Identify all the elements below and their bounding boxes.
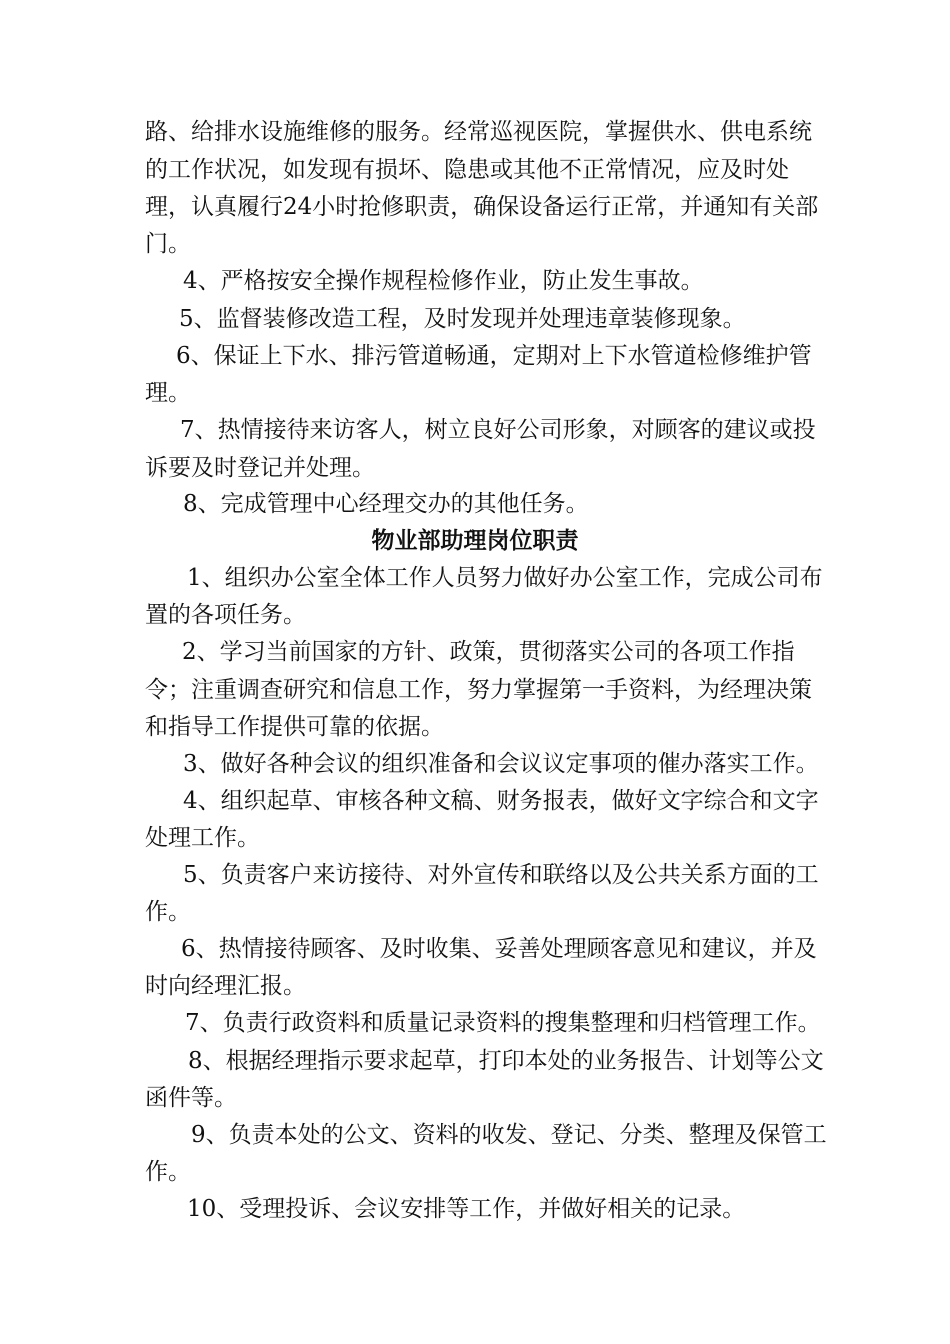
text-line: 诉要及时登记并处理。 (145, 455, 375, 481)
text-line: 8、完成管理中心经理交办的其他任务。 (183, 491, 589, 517)
text-line: 7、负责行政资料和质量记录资料的搜集整理和归档管理工作。 (185, 1010, 821, 1036)
text-line: 4、严格按安全操作规程检修作业，防止发生事故。 (183, 268, 704, 294)
text-line: 8、根据经理指示要求起草，打印本处的业务报告、计划等公文 (188, 1048, 824, 1074)
text-line: 作。 (145, 899, 191, 925)
text-line: 时向经理汇报。 (145, 973, 306, 999)
text-line: 路、给排水设施维修的服务。经常巡视医院，掌握供水、供电系统 (145, 119, 812, 145)
text-line: 和指导工作提供可靠的依据。 (145, 714, 444, 740)
text-line: 2、学习当前国家的方针、政策，贯彻落实公司的各项工作指 (182, 639, 795, 665)
text-line: 理。 (145, 380, 191, 406)
text-line: 5、负责客户来访接待、对外宣传和联络以及公共关系方面的工 (183, 862, 819, 888)
text-line: 作。 (145, 1159, 191, 1185)
text-line: 理，认真履行24小时抢修职责，确保设备运行正常，并通知有关部 (145, 194, 819, 220)
text-line: 3、做好各种会议的组织准备和会议议定事项的催办落实工作。 (183, 751, 819, 777)
text-line: 门。 (145, 231, 191, 257)
text-line: 处理工作。 (145, 825, 260, 851)
text-line: 7、热情接待来访客人，树立良好公司形象，对顾客的建议或投 (180, 417, 816, 443)
text-line: 5、监督装修改造工程，及时发现并处理违章装修现象。 (179, 306, 746, 332)
text-line: 令；注重调查研究和信息工作，努力掌握第一手资料，为经理决策 (145, 677, 812, 703)
text-line: 函件等。 (145, 1085, 237, 1111)
section-title: 物业部助理岗位职责 (371, 528, 579, 554)
text-line: 6、热情接待顾客、及时收集、妥善处理顾客意见和建议，并及 (181, 936, 817, 962)
text-line: 6、保证上下水、排污管道畅通，定期对上下水管道检修维护管 (176, 343, 812, 369)
text-line: 的工作状况，如发现有损坏、隐患或其他不正常情况，应及时处 (145, 157, 789, 183)
text-line: 9、负责本处的公文、资料的收发、登记、分类、整理及保管工 (191, 1122, 827, 1148)
text-line: 10、受理投诉、会议安排等工作，并做好相关的记录。 (187, 1196, 746, 1222)
text-line: 1、组织办公室全体工作人员努力做好办公室工作，完成公司布 (187, 565, 823, 591)
text-line: 置的各项任务。 (145, 602, 306, 628)
text-line: 4、组织起草、审核各种文稿、财务报表，做好文字综合和文字 (183, 788, 819, 814)
